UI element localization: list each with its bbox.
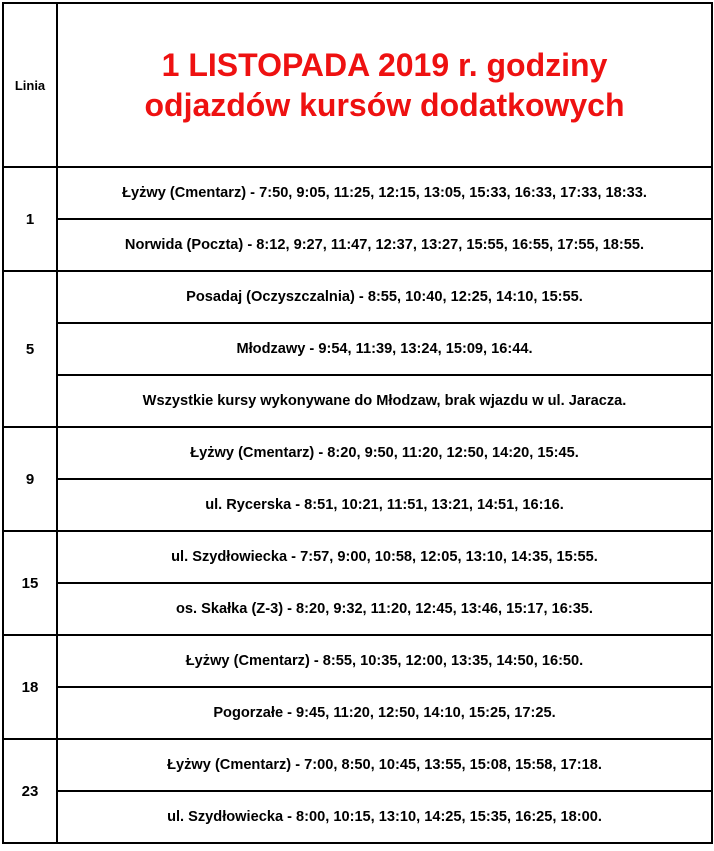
table-row (3, 583, 712, 635)
schedule-table (2, 2, 713, 844)
line-number-9: 9 (3, 427, 57, 531)
table-row (3, 531, 712, 583)
route-cell: Młodzawy - 9:54, 11:39, 13:24, 15:09, 16:44. (57, 323, 712, 375)
route-cell: ul. Szydłowiecka - 7:57, 9:00, 10:58, 12:05, 13:10, 14:35, 15:55. (57, 531, 712, 583)
line-number-23: 23 (3, 739, 57, 843)
route-cell: Łyżwy (Cmentarz) - 8:20, 9:50, 11:20, 12:50, 14:20, 15:45. (57, 427, 712, 479)
route-cell: ul. Rycerska - 8:51, 10:21, 11:51, 13:21, 14:51, 16:16. (57, 479, 712, 531)
route-cell: Pogorzałe - 9:45, 11:20, 12:50, 14:10, 15:25, 17:25. (57, 687, 712, 739)
table-row (3, 791, 712, 843)
table-row (3, 739, 712, 791)
title-line-2: odjazdów kursów dodatkowych (144, 87, 625, 123)
route-note: Wszystkie kursy wykonywane do Młodzaw, brak wjazdu w ul. Jaracza. (57, 375, 712, 427)
title-line-1: 1 LISTOPADA 2019 r. godziny (161, 47, 608, 83)
route-cell: Łyżwy (Cmentarz) - 8:55, 10:35, 12:00, 13:35, 14:50, 16:50. (57, 635, 712, 687)
table-row (3, 479, 712, 531)
line-column-header: Linia (3, 3, 57, 167)
route-cell: os. Skałka (Z-3) - 8:20, 9:32, 11:20, 12:45, 13:46, 15:17, 16:35. (57, 583, 712, 635)
table-row (3, 427, 712, 479)
table-row (3, 635, 712, 687)
table-row (3, 219, 712, 271)
route-cell: Łyżwy (Cmentarz) - 7:50, 9:05, 11:25, 12:15, 13:05, 15:33, 16:33, 17:33, 18:33. (57, 167, 712, 219)
line-number-15: 15 (3, 531, 57, 635)
table-row (3, 687, 712, 739)
table-row (3, 271, 712, 323)
schedule-title (57, 3, 712, 167)
route-cell: ul. Szydłowiecka - 8:00, 10:15, 13:10, 14:25, 15:35, 16:25, 18:00. (57, 791, 712, 843)
table-row (3, 167, 712, 219)
route-cell: Łyżwy (Cmentarz) - 7:00, 8:50, 10:45, 13:55, 15:08, 15:58, 17:18. (57, 739, 712, 791)
header-row (3, 3, 712, 167)
line-number-5: 5 (3, 271, 57, 427)
route-cell: Norwida (Poczta) - 8:12, 9:27, 11:47, 12:37, 13:27, 15:55, 16:55, 17:55, 18:55. (57, 219, 712, 271)
table-row (3, 323, 712, 375)
line-number-18: 18 (3, 635, 57, 739)
route-cell: Posadaj (Oczyszczalnia) - 8:55, 10:40, 12:25, 14:10, 15:55. (57, 271, 712, 323)
line-number-1: 1 (3, 167, 57, 271)
table-row (3, 375, 712, 427)
